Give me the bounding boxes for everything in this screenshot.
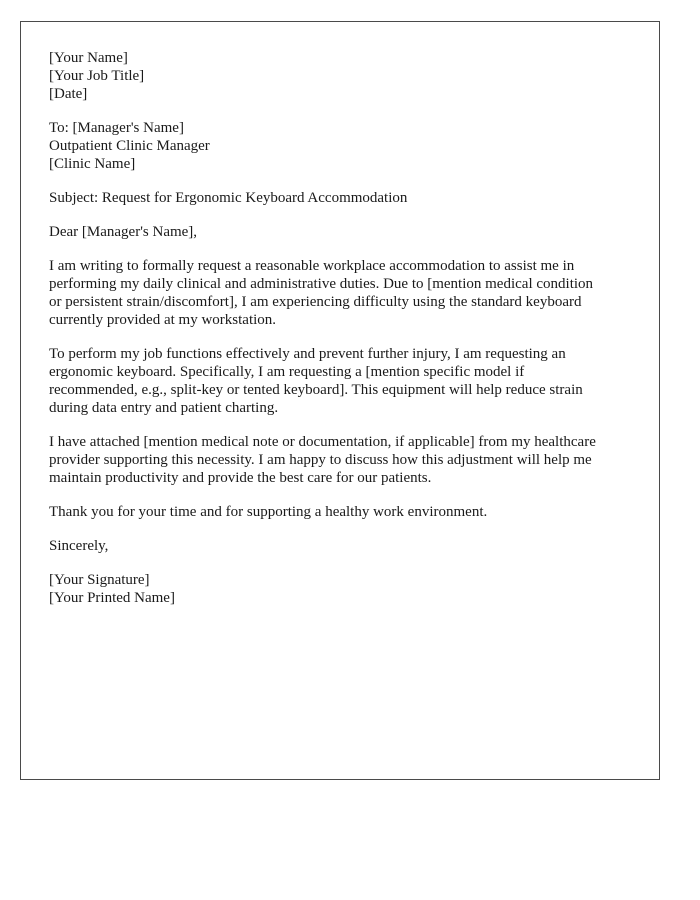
recipient-to-line: To: [Manager's Name] [49,120,184,136]
closing [49,537,641,555]
paragraph-line: provider supporting this necessity. I am happy to discuss how this adjustment will help me [49,452,592,468]
paragraph-line: performing my daily clinical and administrative duties. Due to [mention medical condition [49,276,594,292]
body-paragraph-2 [49,345,641,417]
body-paragraph-4 [49,503,641,521]
paragraph-line: To perform my job functions effectively and prevent further injury, I am requesting an [49,346,566,362]
recipient-clinic: [Clinic Name] [49,156,136,172]
signature-placeholder: [Your Signature] [49,572,150,588]
subject-text: Subject: Request for Ergonomic Keyboard Accommodation [49,190,408,206]
paragraph-line: or persistent strain/discomfort], I am experiencing difficulty using the standard keyboard [49,294,582,310]
body-paragraph-1 [49,257,641,329]
salutation [49,223,641,241]
printed-name: [Your Printed Name] [49,590,175,606]
letter-date: [Date] [49,86,88,102]
paragraph-line: I am writing to formally request a reasonable workplace accommodation to assist me in [49,258,575,274]
paragraph-line: recommended, e.g., split-key or tented keyboard]. This equipment will help reduce strain [49,382,583,398]
subject-line [49,189,641,207]
letter-page [20,21,660,780]
paragraph-line: Thank you for your time and for supporting a healthy work environment. [49,504,488,520]
salutation-text: Dear [Manager's Name], [49,224,198,240]
paragraph-line: I have attached [mention medical note or documentation, if applicable] from my healthcare [49,434,596,450]
sender-job-title: [Your Job Title] [49,68,145,84]
signature-block [49,571,641,607]
paragraph-line: ergonomic keyboard. Specifically, I am requesting a [mention specific model if [49,364,525,380]
paragraph-line: currently provided at my workstation. [49,312,277,328]
sender-block [49,49,641,103]
sender-name: [Your Name] [49,50,128,66]
body-paragraph-3 [49,433,641,487]
recipient-block [49,119,641,173]
letter-content [49,49,641,623]
paragraph-line: during data entry and patient charting. [49,400,279,416]
closing-text: Sincerely, [49,538,109,554]
recipient-title: Outpatient Clinic Manager [49,138,210,154]
paragraph-line: maintain productivity and provide the best care for our patients. [49,470,432,486]
